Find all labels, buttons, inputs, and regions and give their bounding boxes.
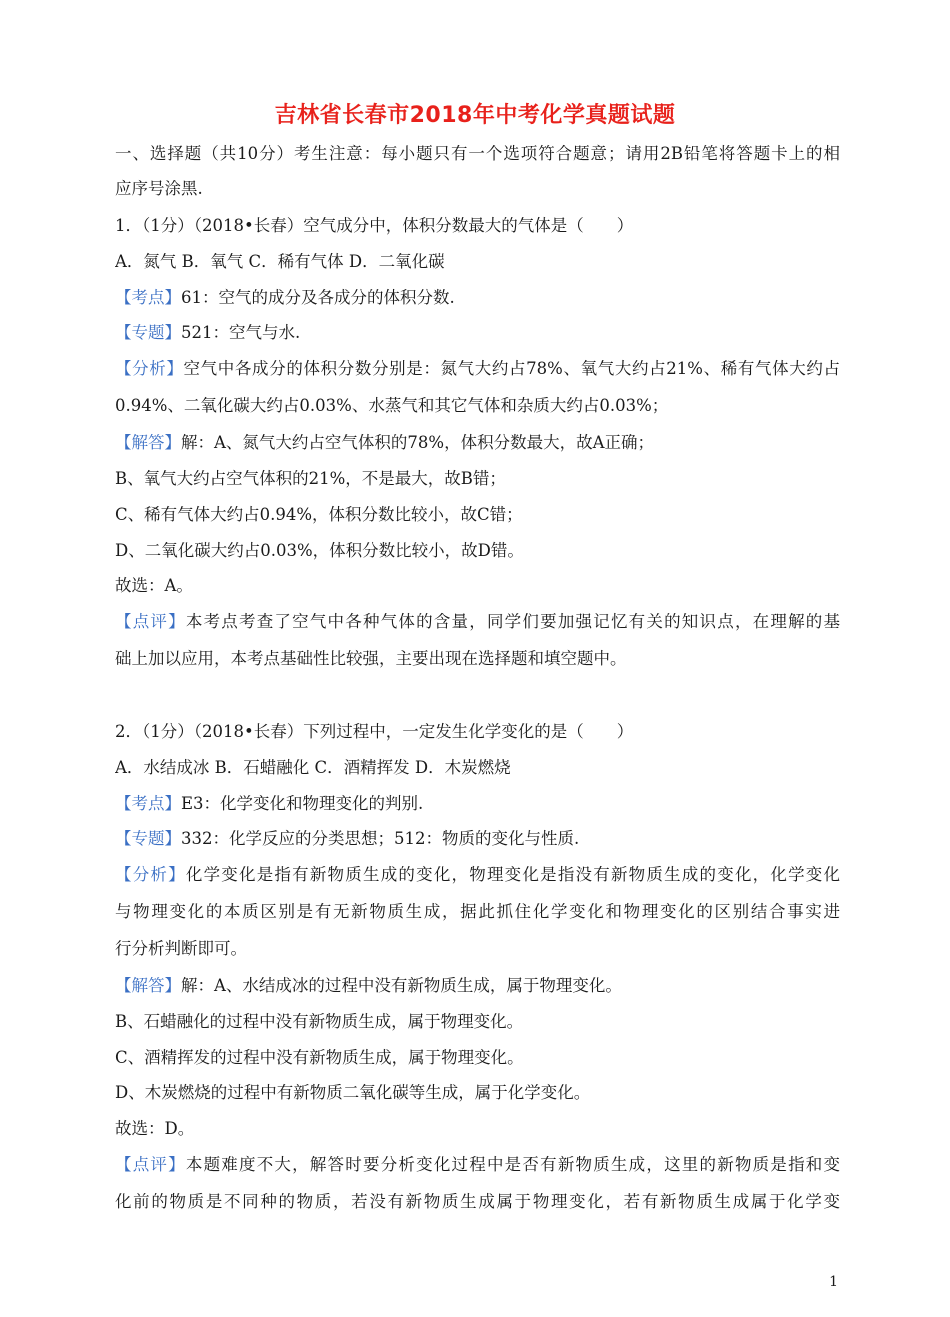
question-2-answer: 故选：D。 xyxy=(115,1119,195,1138)
page-number: 1 xyxy=(829,1274,838,1290)
section-heading-line-2: 应序号涂黑. xyxy=(115,179,203,198)
kaodian-label: 【考点】 xyxy=(115,288,181,307)
jieda-text: 解：A、氮气大约占空气体积的78%，体积分数最大，故A正确； xyxy=(181,433,655,452)
question-2-fenxi-line-3: 行分析判断即可。 xyxy=(115,939,247,958)
question-1-solution-line-c: C、稀有气体大约占0.94%，体积分数比较小，故C错； xyxy=(115,505,523,524)
question-1-fenxi-line-2: 0.94%、二氧化碳大约占0.03%、水蒸气和其它气体和杂质大约占0.03%； xyxy=(115,396,669,415)
fenxi-text: 化学变化是指有新物质生成的变化，物理变化是指没有新物质生成的变化，化学变化 xyxy=(185,865,840,884)
zhuanti-label: 【专题】 xyxy=(115,323,181,342)
jieda-text: 解：A、水结成冰的过程中没有新物质生成，属于物理变化。 xyxy=(181,976,622,995)
question-1-kaodian xyxy=(115,288,840,308)
question-1-dianping-line-1 xyxy=(115,612,840,632)
kaodian-text: E3：化学变化和物理变化的判别. xyxy=(181,794,424,813)
question-2-zhuanti xyxy=(115,829,840,849)
question-1-stem: 1．（1分）（2018•长春）空气成分中，体积分数最大的气体是（ ） xyxy=(115,216,634,235)
question-1-solution-line-b: B、氧气大约占空气体积的21%，不是最大，故B错； xyxy=(115,469,506,488)
jieda-label: 【解答】 xyxy=(115,433,181,452)
question-2-kaodian xyxy=(115,794,840,814)
dianping-label: 【点评】 xyxy=(115,1155,186,1174)
dianping-text: 本题难度不大，解答时要分析变化过程中是否有新物质生成，这里的新物质是指和变 xyxy=(185,1155,840,1174)
fenxi-text: 空气中各成分的体积分数分别是：氮气大约占78%、氧气大约占21%、稀有气体大约占 xyxy=(183,359,840,378)
fenxi-label: 【分析】 xyxy=(115,359,184,378)
jieda-label: 【解答】 xyxy=(115,976,181,995)
kaodian-text: 61：空气的成分及各成分的体积分数. xyxy=(181,288,455,307)
zhuanti-text: 332：化学反应的分类思想；512：物质的变化与性质. xyxy=(181,829,580,848)
question-2-dianping-line-2: 化前的物质是不同种的物质，若没有新物质生成属于物理变化，若有新物质生成属于化学变 xyxy=(115,1192,840,1211)
question-2-options: A．水结成冰 B．石蜡融化 C．酒精挥发 D．木炭燃烧 xyxy=(115,758,511,777)
zhuanti-label: 【专题】 xyxy=(115,829,181,848)
question-1-solution-line-d: D、二氧化碳大约占0.03%，体积分数比较小，故D错。 xyxy=(115,541,524,560)
question-1-options: A．氮气 B．氧气 C．稀有气体 D．二氧化碳 xyxy=(115,252,445,271)
question-1-jieda xyxy=(115,433,840,453)
question-2-solution-line-c: C、酒精挥发的过程中没有新物质生成，属于物理变化。 xyxy=(115,1048,524,1067)
fenxi-label: 【分析】 xyxy=(115,865,186,884)
question-1-answer: 故选：A。 xyxy=(115,576,193,595)
question-2-fenxi-line-2: 与物理变化的本质区别是有无新物质生成，据此抓住化学变化和物理变化的区别结合事实进 xyxy=(115,902,840,921)
question-2-solution-line-d: D、木炭燃烧的过程中有新物质二氧化碳等生成，属于化学变化。 xyxy=(115,1083,591,1102)
question-2-stem: 2．（1分）（2018•长春）下列过程中，一定发生化学变化的是（ ） xyxy=(115,722,634,741)
kaodian-label: 【考点】 xyxy=(115,794,181,813)
question-2-solution-line-b: B、石蜡融化的过程中没有新物质生成，属于物理变化。 xyxy=(115,1012,524,1031)
question-2-jieda xyxy=(115,976,840,996)
question-1-zhuanti xyxy=(115,323,840,343)
question-2-fenxi-line-1 xyxy=(115,865,840,885)
dianping-label: 【点评】 xyxy=(115,612,186,631)
zhuanti-text: 521：空气与水. xyxy=(181,323,301,342)
question-1-fenxi-line-1 xyxy=(115,359,840,379)
question-2-dianping-line-1 xyxy=(115,1155,840,1175)
dianping-text: 本考点考查了空气中各种气体的含量，同学们要加强记忆有关的知识点，在理解的基 xyxy=(185,612,840,631)
section-heading-line-1: 一、选择题（共10分）考生注意：每小题只有一个选项符合题意；请用2B铅笔将答题卡上的相 xyxy=(115,144,840,163)
document-title: 吉林省长春市2018年中考化学真题试题 xyxy=(274,103,676,128)
question-1-dianping-line-2: 础上加以应用，本考点基础性比较强，主要出现在选择题和填空题中。 xyxy=(115,649,627,668)
